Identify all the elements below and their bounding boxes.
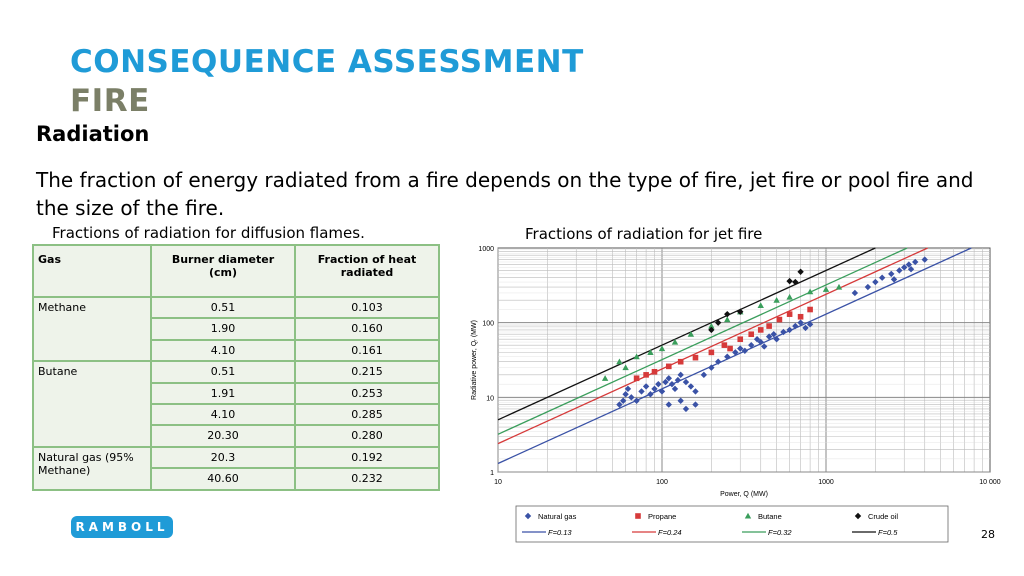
diameter-cell: 1.90 (151, 318, 295, 339)
body-paragraph: The fraction of energy radiated from a fire depends on the type of fire, jet fire or pool fire and the size of the fire. (36, 168, 974, 220)
table-header-fraction: Fraction of heat radiated (295, 245, 439, 297)
gas-cell: Methane (33, 297, 151, 361)
legend-label: Propane (648, 512, 677, 521)
x-tick-label: 10 (494, 479, 502, 486)
data-point-propane (634, 375, 640, 381)
data-point-propane (643, 372, 649, 378)
diameter-cell: 1.91 (151, 383, 295, 404)
legend-marker (635, 513, 641, 519)
gas-cell: Natural gas (95% Methane) (33, 447, 151, 490)
table-header-gas: Gas (33, 245, 151, 297)
table-caption: Fractions of radiation for diffusion flames. (52, 224, 365, 242)
diameter-cell: 40.60 (151, 468, 295, 489)
data-point-propane (777, 317, 783, 323)
legend-line-label: F=0.32 (768, 528, 792, 537)
fraction-cell: 0.253 (295, 383, 439, 404)
x-tick-label: 100 (656, 479, 668, 486)
y-axis-label: Radiative power, Qᵣ (MW) (471, 320, 478, 400)
y-tick-label: 1 (490, 470, 494, 477)
legend-line-label: F=0.5 (878, 528, 898, 537)
plot-area (498, 248, 990, 472)
table-row (33, 361, 439, 382)
data-point-propane (722, 342, 728, 348)
chart-caption: Fractions of radiation for jet fire (525, 225, 763, 243)
x-axis-label: Power, Q (MW) (720, 491, 768, 498)
diameter-cell: 0.51 (151, 297, 295, 318)
jet-fire-chart (462, 240, 1002, 545)
y-tick-label: 100 (482, 320, 494, 328)
diameter-cell: 4.10 (151, 340, 295, 361)
data-point-propane (709, 350, 715, 356)
table-header-diameter: Burner diameter (cm) (151, 245, 295, 297)
legend-label: Butane (758, 512, 782, 521)
ramboll-logo: RAMBOLL (71, 516, 173, 538)
data-point-propane (652, 369, 658, 375)
table-row (33, 297, 439, 318)
fraction-cell: 0.215 (295, 361, 439, 382)
data-point-propane (766, 323, 772, 329)
radiation-fraction-table (32, 244, 440, 491)
y-tick-label: 10 (486, 395, 494, 403)
legend-label: Natural gas (538, 512, 577, 521)
diameter-cell: 20.3 (151, 447, 295, 468)
x-tick-label: 10 000 (979, 479, 1001, 486)
data-point-propane (666, 364, 672, 370)
fraction-cell: 0.160 (295, 318, 439, 339)
section-heading: Radiation (36, 122, 150, 146)
chart-svg (462, 240, 1002, 545)
fraction-cell: 0.285 (295, 404, 439, 425)
x-tick-label: 1000 (818, 479, 834, 486)
y-tick-label: 1000 (478, 246, 494, 253)
fraction-cell: 0.280 (295, 425, 439, 446)
legend-line-label: F=0.13 (548, 528, 572, 537)
diameter-cell: 20.30 (151, 425, 295, 446)
legend-line-label: F=0.24 (658, 528, 682, 537)
table-row (33, 447, 439, 468)
data-point-propane (758, 327, 764, 333)
page-number: 28 (981, 528, 995, 541)
data-point-propane (807, 307, 813, 313)
slide-subtitle: FIRE (70, 83, 150, 119)
data-point-propane (693, 355, 699, 361)
legend-label: Crude oil (868, 512, 899, 521)
fraction-cell: 0.103 (295, 297, 439, 318)
data-point-propane (787, 311, 793, 317)
data-point-propane (798, 314, 804, 320)
fraction-cell: 0.232 (295, 468, 439, 489)
gas-cell: Butane (33, 361, 151, 447)
data-point-propane (737, 336, 743, 342)
fraction-cell: 0.161 (295, 340, 439, 361)
fraction-cell: 0.192 (295, 447, 439, 468)
data-point-propane (727, 346, 733, 352)
data-point-propane (678, 359, 684, 365)
diameter-cell: 0.51 (151, 361, 295, 382)
diameter-cell: 4.10 (151, 404, 295, 425)
data-point-propane (748, 331, 754, 337)
slide-title: CONSEQUENCE ASSESSMENT (70, 44, 584, 80)
